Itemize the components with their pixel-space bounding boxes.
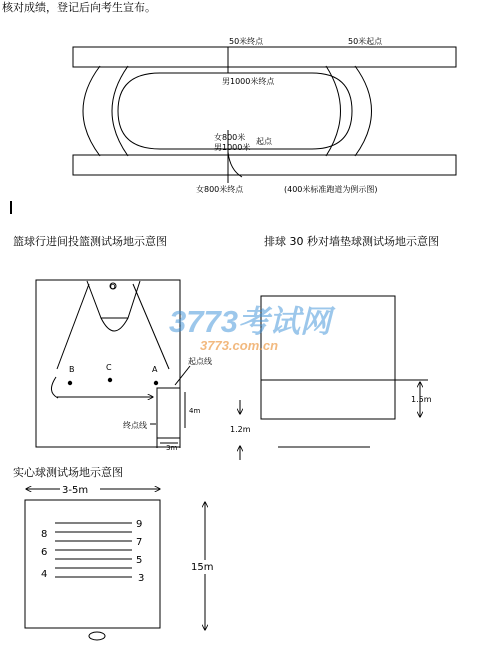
watermark-url: 3773.com.cn xyxy=(200,338,279,353)
line-number-8: 8 xyxy=(41,529,48,540)
label-3m: 3m xyxy=(166,444,178,452)
line-number-7: 7 xyxy=(136,537,143,548)
line-number-5: 5 xyxy=(136,555,143,566)
medicine-ball-field xyxy=(25,489,205,640)
label-c: C xyxy=(106,363,112,372)
label-b: B xyxy=(69,365,75,374)
text-cursor xyxy=(10,201,12,214)
volleyball-title: 排球 30 秒对墙垫球测试场地示意图 xyxy=(264,235,439,248)
label-50m-finish: 50米终点 xyxy=(229,37,264,46)
label-a: A xyxy=(152,365,158,374)
label-4m: 4m xyxy=(189,407,201,415)
marker-c xyxy=(108,378,112,382)
track-right-outer-curve xyxy=(355,66,372,156)
label-women-800m: 女800米 xyxy=(214,133,246,142)
label-3-5m: 3-5m xyxy=(62,485,89,496)
label-1-2m: 1.2m xyxy=(230,425,251,434)
medicine-ball-title: 实心球测试场地示意图 xyxy=(13,466,123,479)
label-track-note: (400米标准跑道为例示图) xyxy=(284,185,378,194)
label-men-1000m-finish: 男1000米终点 xyxy=(222,77,275,86)
watermark-logo: 3773考试网 xyxy=(169,304,331,339)
track-left-inner-curve xyxy=(112,66,128,156)
label-50m-start: 50米起点 xyxy=(348,37,383,46)
track-diagram xyxy=(73,47,456,183)
line-number-9: 9 xyxy=(136,519,143,530)
header-note: 核对成绩，登记后向考生宣布。 xyxy=(2,1,156,14)
marker-b xyxy=(68,381,72,385)
label-1-5m: 1.5m xyxy=(411,395,432,404)
label-women-800m-finish: 女800米终点 xyxy=(196,185,244,194)
label-men-1000m: 男1000米 xyxy=(214,143,251,152)
basketball-title: 篮球行进间投篮测试场地示意图 xyxy=(13,235,167,248)
line-number-4: 4 xyxy=(41,569,48,580)
track-outer-bottom xyxy=(73,155,456,175)
line-number-3: 3 xyxy=(138,573,145,584)
track-left-outer-curve xyxy=(83,66,100,156)
label-15m: 15m xyxy=(191,562,214,573)
label-start-line: 起点线 xyxy=(188,357,212,366)
track-800m-curve xyxy=(228,152,242,177)
label-o: O xyxy=(110,283,116,291)
label-finish-line: 终点线 xyxy=(123,421,147,430)
track-outer-top xyxy=(73,47,456,67)
basketball-court xyxy=(36,280,190,448)
marker-a xyxy=(154,381,158,385)
label-start: 起点 xyxy=(256,137,272,146)
line-number-6: 6 xyxy=(41,547,48,558)
